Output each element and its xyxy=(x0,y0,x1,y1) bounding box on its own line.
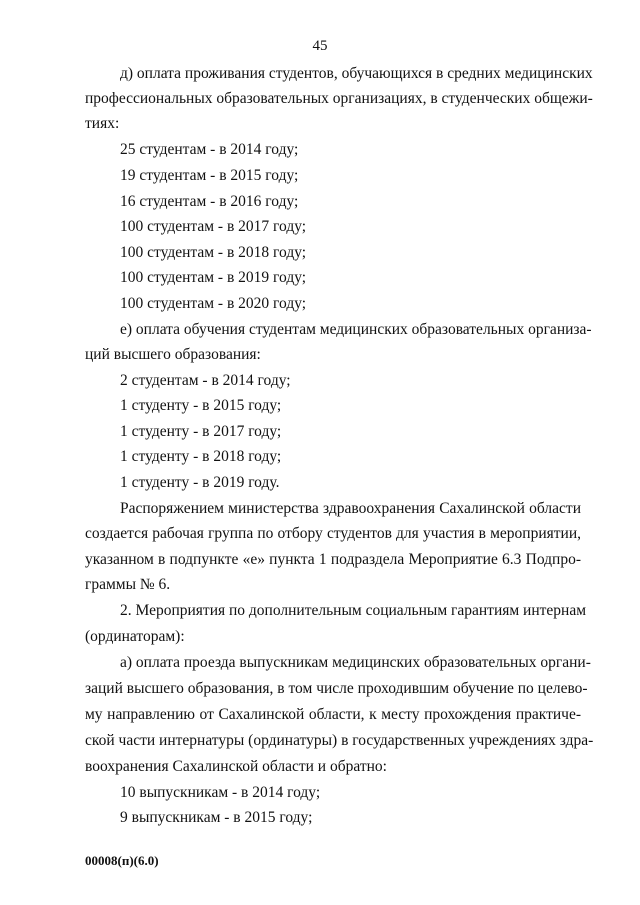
text-line: 100 студентам - в 2017 году; xyxy=(120,218,307,235)
text-line: 2 студентам - в 2014 году; xyxy=(120,372,291,389)
page-number: 45 xyxy=(312,38,328,54)
text-line: (ординаторам): xyxy=(85,628,185,645)
text-line: ций высшего образования: xyxy=(85,346,261,363)
text-line: ской части интернатуры (ординатуры) в государственных учреждениях здра- xyxy=(85,732,594,749)
text-line: 1 студенту - в 2015 году; xyxy=(120,397,282,414)
text-line: заций высшего образования, в том числе проходившим обучение по целево- xyxy=(85,680,588,697)
text-line: 10 выпускникам - в 2014 году; xyxy=(120,784,321,801)
text-line: профессиональных образовательных организациях, в студенческих общежи- xyxy=(85,90,593,107)
text-line: граммы № 6. xyxy=(85,576,171,593)
text-line: Распоряжением министерства здравоохранения Сахалинской области xyxy=(120,500,581,517)
document-code-footer: 00008(п)(6.0) xyxy=(85,853,159,868)
text-line: 1 студенту - в 2018 году; xyxy=(120,448,282,465)
text-line: 2. Мероприятия по дополнительным социальным гарантиям интернам xyxy=(120,602,587,619)
text-line: а) оплата проезда выпускникам медицинских образовательных органи- xyxy=(120,654,591,671)
text-line: 1 студенту - в 2019 году. xyxy=(120,474,280,491)
text-line: е) оплата обучения студентам медицинских образовательных организа- xyxy=(120,321,592,338)
text-line: му направлению от Сахалинской области, к месту прохождения практиче- xyxy=(85,706,581,723)
text-line: создается рабочая группа по отбору студентов для участия в мероприятии, xyxy=(85,525,581,542)
text-line: 19 студентам - в 2015 году; xyxy=(120,167,299,184)
text-line: 9 выпускникам - в 2015 году; xyxy=(120,809,313,826)
text-line: 100 студентам - в 2019 году; xyxy=(120,269,307,286)
text-line: указанном в подпункте «е» пункта 1 подраздела Мероприятие 6.3 Подпро- xyxy=(85,551,581,568)
text-line: тиях: xyxy=(85,115,120,132)
text-line: воохранения Сахалинской области и обратно: xyxy=(85,758,387,775)
text-line: 25 студентам - в 2014 году; xyxy=(120,141,299,158)
text-line: 1 студенту - в 2017 году; xyxy=(120,423,282,440)
text-line: 16 студентам - в 2016 году; xyxy=(120,193,299,210)
text-line: 100 студентам - в 2020 году; xyxy=(120,295,307,312)
text-line: д) оплата проживания студентов, обучающихся в средних медицинских xyxy=(120,65,593,82)
text-line: 100 студентам - в 2018 году; xyxy=(120,244,307,261)
